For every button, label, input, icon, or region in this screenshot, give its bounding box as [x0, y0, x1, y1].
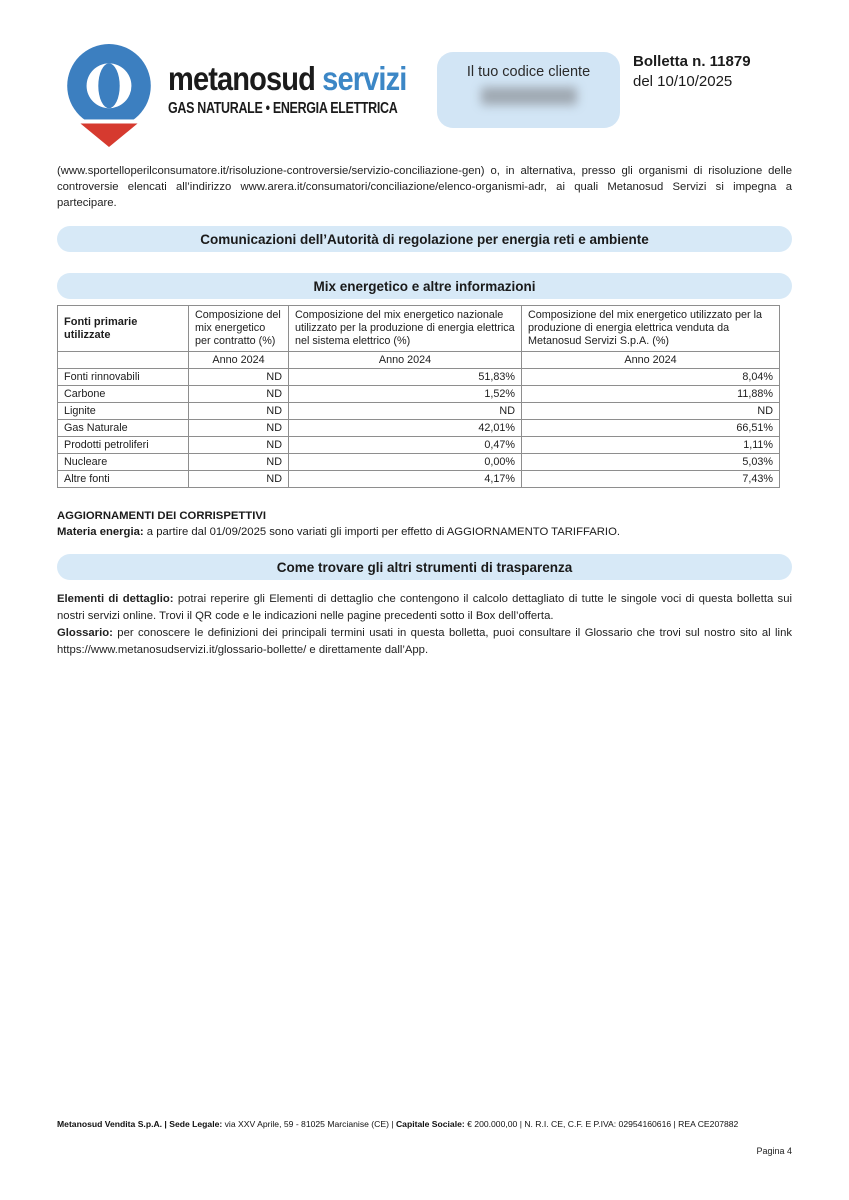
- table-row: [58, 454, 780, 471]
- source-name: Prodotti petroliferi: [58, 437, 189, 454]
- updates-label: Materia energia:: [57, 526, 144, 538]
- col-header-contract-mix: Composizione del mix energetico per contratto (%): [189, 306, 289, 352]
- client-code-redacted: [481, 87, 577, 105]
- footer-capital-label: Capitale Sociale:: [395, 1119, 465, 1129]
- client-code-box: [437, 52, 620, 128]
- national-value: 1,52%: [289, 386, 522, 403]
- subheader-year-company: Anno 2024: [522, 352, 780, 369]
- source-name: Lignite: [58, 403, 189, 420]
- company-value: 7,43%: [522, 471, 780, 488]
- glossary-label: Glossario:: [57, 627, 113, 639]
- footer-capital-value: € 200.000,00 | N. R.I. CE, C.F. E P.IVA: 02954160616 | REA CE207882: [464, 1119, 739, 1129]
- subheader-year-contract: Anno 2024: [189, 352, 289, 369]
- table-row: [58, 437, 780, 454]
- brand-name-blue: servizi: [322, 60, 407, 97]
- table-row: [58, 471, 780, 488]
- footer-legal: [57, 1119, 792, 1129]
- contract-value: ND: [189, 369, 289, 386]
- brand-name-black: metanosud: [168, 60, 315, 97]
- banner-transparency-tools: Come trovare gli altri strumenti di trasparenza: [57, 554, 792, 580]
- detail-elements-text: potrai reperire gli Elementi di dettaglio che contengono il calcolo dettagliato di tutte le singole voci di questa bolletta sui nostri servizi online. Trovi il QR code e le indicazioni nelle pagine precedenti sotto il Box dell’offerta.: [57, 593, 792, 622]
- contract-value: ND: [189, 403, 289, 420]
- contract-value: ND: [189, 437, 289, 454]
- detail-elements-paragraph: [57, 591, 792, 625]
- company-value: 1,11%: [522, 437, 780, 454]
- source-name: Altre fonti: [58, 471, 189, 488]
- brand-block: [168, 62, 438, 117]
- page-content: [0, 163, 849, 659]
- company-value: 11,88%: [522, 386, 780, 403]
- page-number: Pagina 4: [756, 1146, 792, 1156]
- metanosud-logo-icon: [57, 42, 161, 148]
- contract-value: ND: [189, 386, 289, 403]
- footer-address: via XXV Aprile, 59 - 81025 Marcianise (CE) |: [222, 1119, 396, 1129]
- national-value: 51,83%: [289, 369, 522, 386]
- updates-title: AGGIORNAMENTI DEI CORRISPETTIVI: [57, 510, 267, 522]
- company-value: 8,04%: [522, 369, 780, 386]
- dispute-resolution-paragraph: (www.sportelloperilconsumatore.it/risoluzione-controversie/servizio-conciliazione-gen) o, in alternativa, presso gli organismi di risoluzione delle controversie elencati all’indirizzo www.arera.it/consumatori/conciliazione/elenco-organismi-adr, ai quali Metanosud Servizi si impegna a partecipare.: [57, 165, 792, 209]
- transparency-info: [57, 591, 792, 659]
- table-row: [58, 403, 780, 420]
- client-code-label: Il tuo codice cliente: [466, 64, 591, 80]
- logo-pin-icon: [57, 42, 161, 148]
- table-row: [58, 369, 780, 386]
- tariff-updates-section: [57, 508, 792, 540]
- banner-energy-mix: Mix energetico e altre informazioni: [57, 273, 792, 299]
- national-value: ND: [289, 403, 522, 420]
- company-value: 66,51%: [522, 420, 780, 437]
- contract-value: ND: [189, 454, 289, 471]
- subheader-empty: [58, 352, 189, 369]
- table-subheader-row: [58, 352, 780, 369]
- national-value: 0,00%: [289, 454, 522, 471]
- national-value: 4,17%: [289, 471, 522, 488]
- company-value: 5,03%: [522, 454, 780, 471]
- table-header-row: [58, 306, 780, 352]
- col-header-national-mix: Composizione del mix energetico nazionale utilizzato per la produzione di energia elettrica nel sistema elettrico (%): [289, 306, 522, 352]
- national-value: 0,47%: [289, 437, 522, 454]
- company-value: ND: [522, 403, 780, 420]
- col-header-company-mix: Composizione del mix energetico utilizzato per la produzione di energia elettrica venduta da Metanosud Servizi S.p.A. (%): [522, 306, 780, 352]
- bill-date: del 10/10/2025: [633, 73, 733, 90]
- source-name: Fonti rinnovabili: [58, 369, 189, 386]
- energy-mix-table: [57, 305, 780, 488]
- contract-value: ND: [189, 420, 289, 437]
- contract-value: ND: [189, 471, 289, 488]
- brand-name: [168, 62, 406, 95]
- page-header: [0, 0, 849, 145]
- glossary-text: per conoscere le definizioni dei principali termini usati in questa bolletta, puoi consultare il Glossario che trovi sul nostro sito al link https://www.metanosudservizi.it/glossario-bollette/ e direttamente dall’App.: [57, 627, 792, 656]
- table-row: [58, 386, 780, 403]
- source-name: Nucleare: [58, 454, 189, 471]
- detail-elements-label: Elementi di dettaglio:: [57, 593, 174, 605]
- bill-number: Bolletta n. 11879: [633, 53, 751, 70]
- banner-authority-communications: Comunicazioni dell’Autorità di regolazione per energia reti e ambiente: [57, 226, 792, 252]
- subheader-year-national: Anno 2024: [289, 352, 522, 369]
- brand-tagline: GAS NATURALE • ENERGIA ELETTRICA: [168, 100, 398, 117]
- footer-company-label: Metanosud Vendita S.p.A. | Sede Legale:: [57, 1119, 223, 1129]
- bill-meta: [633, 52, 751, 92]
- updates-line: [57, 524, 792, 540]
- national-value: 42,01%: [289, 420, 522, 437]
- source-name: Carbone: [58, 386, 189, 403]
- updates-text: a partire dal 01/09/2025 sono variati gli importi per effetto di AGGIORNAMENTO TARIFFARIO.: [143, 526, 621, 538]
- col-header-sources: Fonti primarie utilizzate: [58, 306, 189, 352]
- table-row: [58, 420, 780, 437]
- glossary-paragraph: [57, 625, 792, 659]
- source-name: Gas Naturale: [58, 420, 189, 437]
